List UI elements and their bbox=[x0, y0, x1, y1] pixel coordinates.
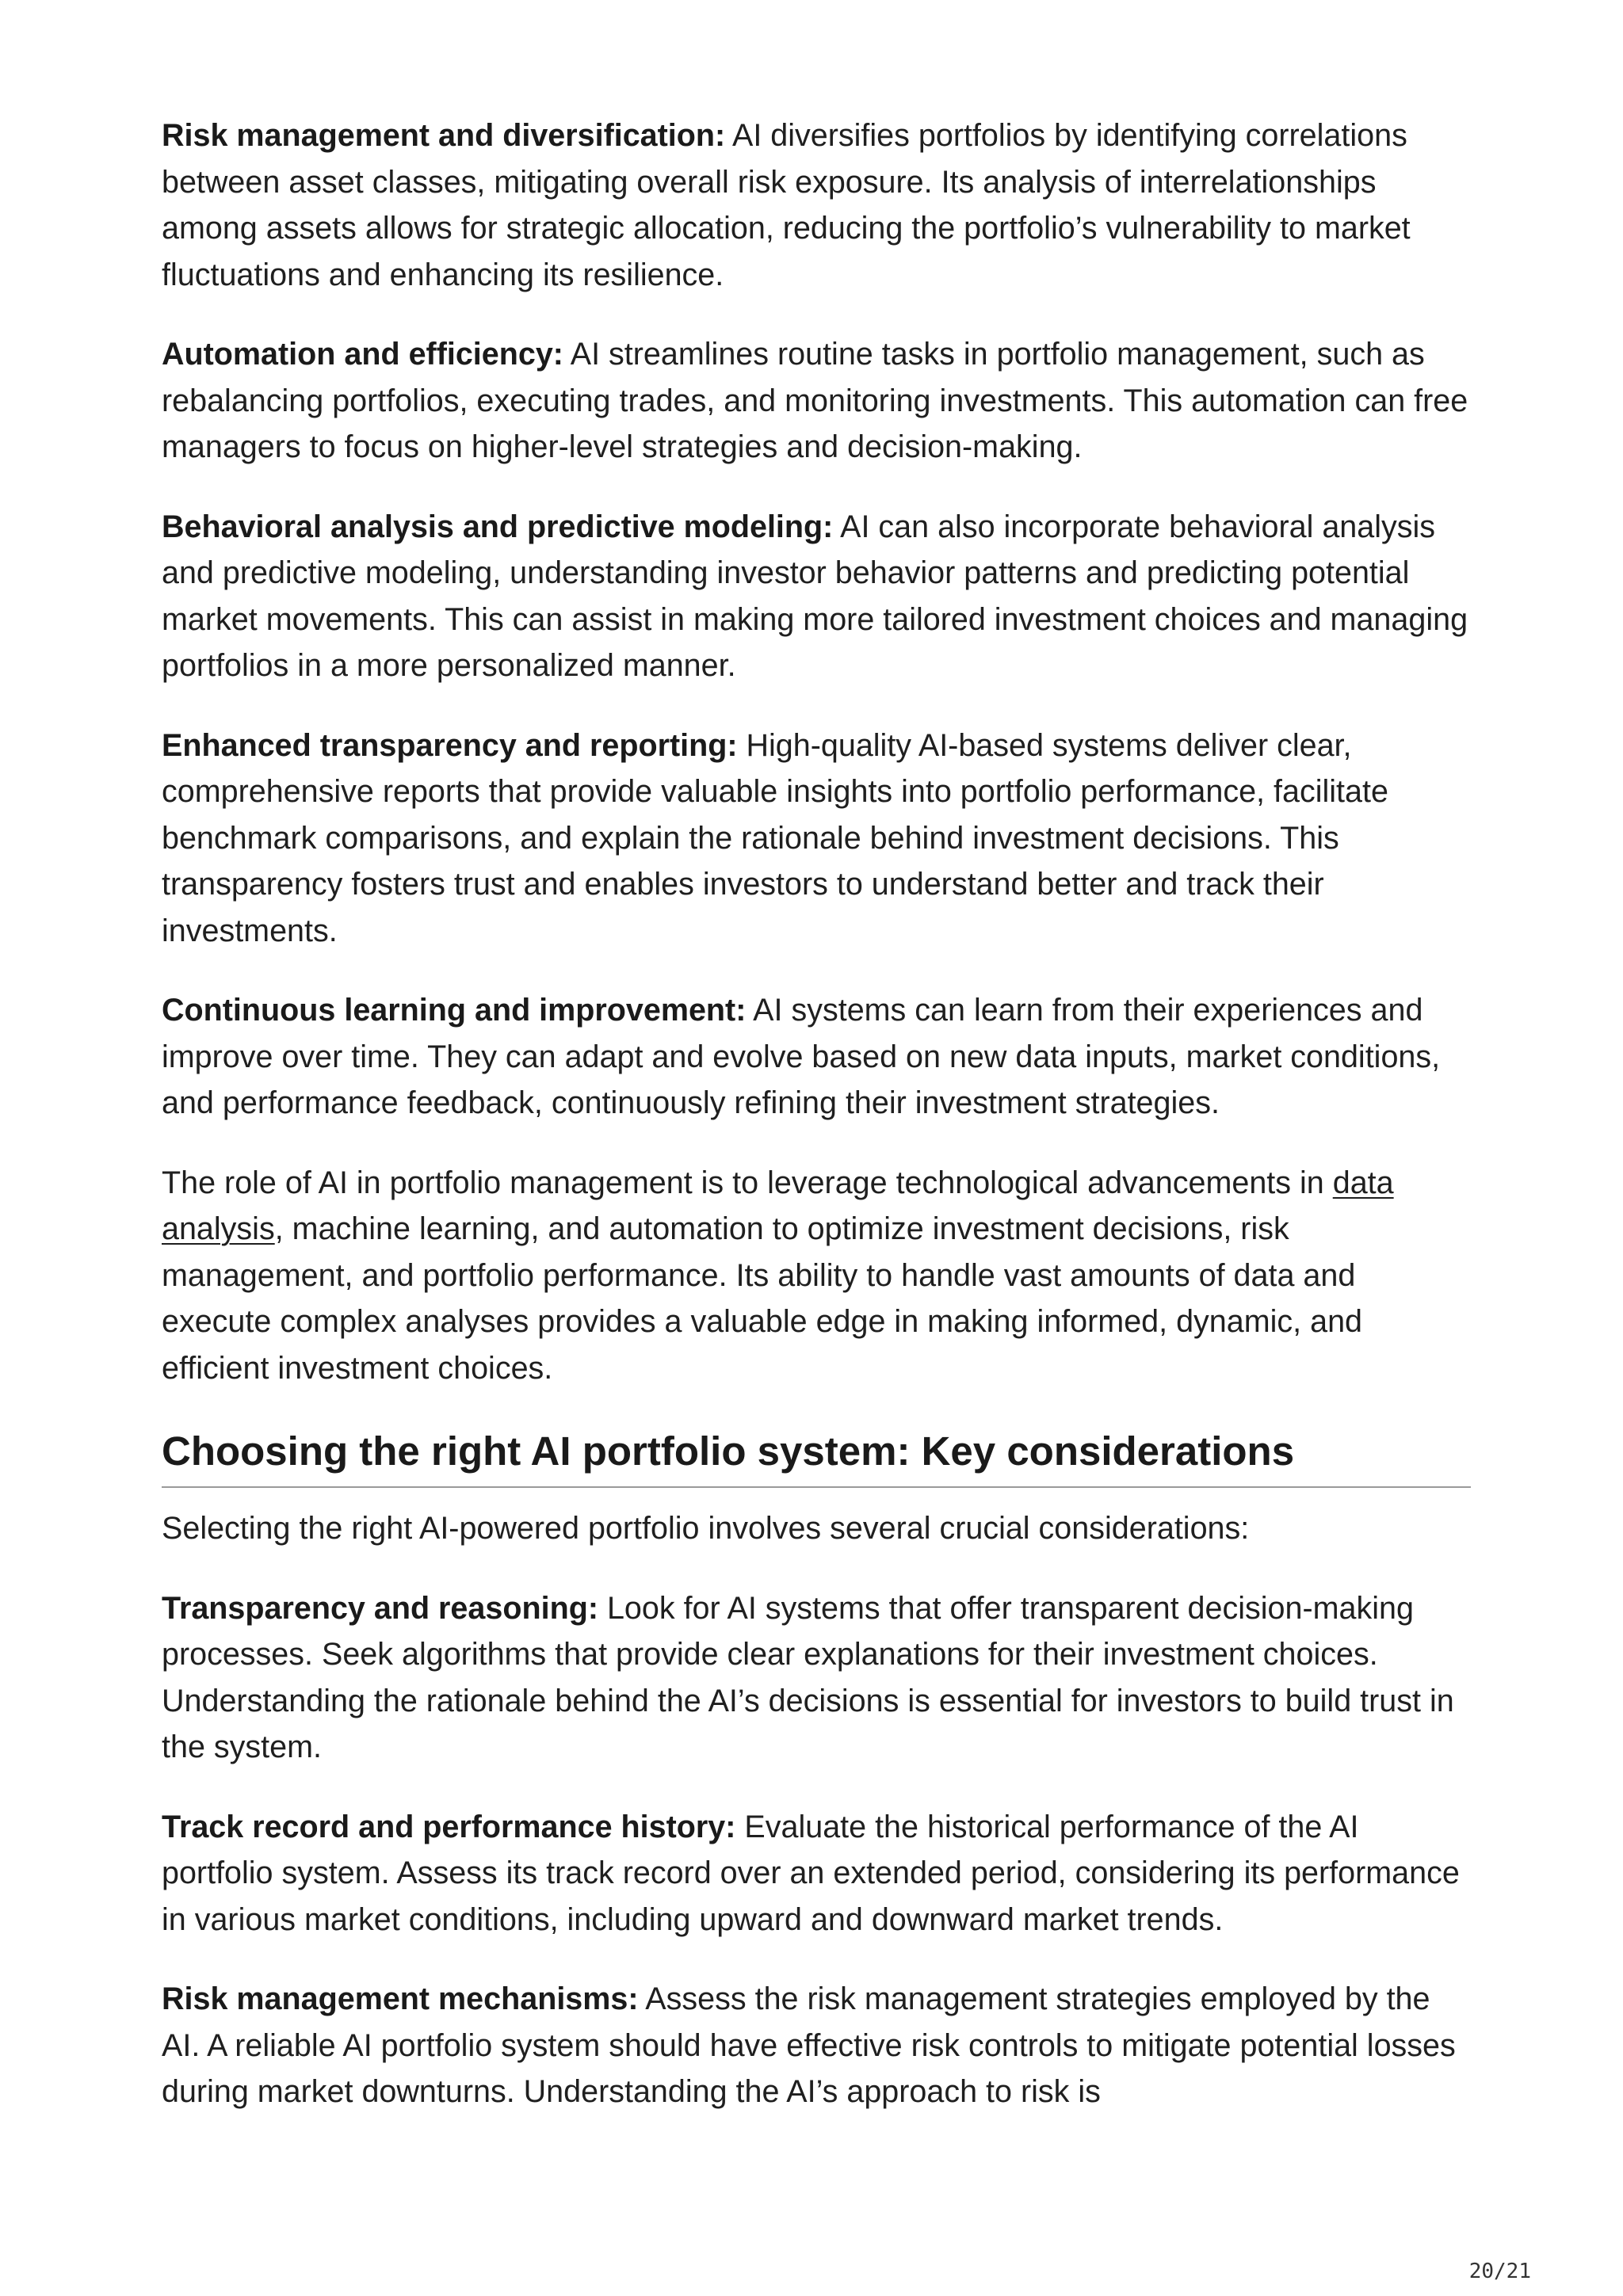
data-analysis-link[interactable]: data analysis bbox=[162, 1165, 1394, 1246]
paragraph-title: Automation and efficiency: bbox=[162, 337, 563, 372]
item-title: Track record and performance history: bbox=[162, 1809, 736, 1844]
summary-text-start: The role of AI in portfolio management is to leverage technological advancements in bbox=[162, 1165, 1333, 1200]
item-transparency-reasoning bbox=[162, 1585, 1471, 1771]
summary-text-end: , machine learning, and automation to optimize investment decisions, risk management, and portfolio performance. Its ability to handle vast amounts of data and execute complex analyses provides a valuable edge in making informed, dynamic, and efficient investment choices. bbox=[162, 1211, 1363, 1386]
paragraph-behavioral-analysis bbox=[162, 504, 1471, 689]
item-text: Look for AI systems that offer transparent decision-making processes. Seek algorithms that provide clear explanations for their investment choices. Understanding the rationale behind the AI’s decisions is essential for investors to build trust in the system. bbox=[162, 1590, 1454, 1764]
paragraph-summary bbox=[162, 1160, 1471, 1392]
item-title: Transparency and reasoning: bbox=[162, 1590, 598, 1626]
paragraph-title: Risk management and diversification: bbox=[162, 118, 726, 153]
paragraph-text: AI streamlines routine tasks in portfolio management, such as rebalancing portfolios, executing trades, and monitoring investments. This automation can free managers to focus on higher-level strategies and decision-making. bbox=[162, 337, 1468, 464]
paragraph-continuous-learning bbox=[162, 987, 1471, 1127]
paragraph-text: AI can also incorporate behavioral analysis and predictive modeling, understanding investor behavior patterns and predicting potential market movements. This can assist in making more tailored investment choices and managing portfolios in a more personalized manner. bbox=[162, 509, 1468, 683]
section-intro: Selecting the right AI-powered portfolio involves several crucial considerations: bbox=[162, 1511, 1250, 1546]
paragraph-title: Continuous learning and improvement: bbox=[162, 993, 747, 1028]
item-risk-mechanisms bbox=[162, 1976, 1471, 2115]
item-title: Risk management mechanisms: bbox=[162, 1981, 639, 2016]
paragraph-automation bbox=[162, 331, 1471, 471]
item-text: Assess the risk management strategies employed by the AI. A reliable AI portfolio system should have effective risk controls to mitigate potential losses during market downturns. Understanding the AI’s approach to risk is bbox=[162, 1981, 1456, 2109]
paragraph-text: AI systems can learn from their experiences and improve over time. They can adapt and evolve based on new data inputs, market conditions, and performance feedback, continuously refining their investment strategies. bbox=[162, 993, 1441, 1120]
paragraph-title: Behavioral analysis and predictive modeling: bbox=[162, 509, 834, 544]
article-body bbox=[162, 113, 1471, 2149]
paragraph-text: High-quality AI-based systems deliver clear, comprehensive reports that provide valuable insights into portfolio performance, facilitate benchmark comparisons, and explain the rationale behind investment decisions. This transparency fosters trust and enables investors to understand better and track their investments. bbox=[162, 727, 1388, 948]
paragraph-title: Enhanced transparency and reporting: bbox=[162, 727, 738, 763]
item-text: Evaluate the historical performance of the AI portfolio system. Assess its track record over an extended period, considering its performance in various market conditions, including upward and downward market trends. bbox=[162, 1809, 1460, 1937]
page-number: 20/21 bbox=[1468, 2260, 1531, 2283]
paragraph-risk-management bbox=[162, 113, 1471, 298]
item-track-record bbox=[162, 1804, 1471, 1943]
paragraph-text: AI diversifies portfolios by identifying correlations between asset classes, mitigating overall risk exposure. Its analysis of interrelationships among assets allows for strategic allocation, reducing the portfolio’s vulnerability to market fluctuations and enhancing its resilience. bbox=[162, 118, 1411, 292]
section-heading: Choosing the right AI portfolio system: Key considerations bbox=[162, 1425, 1471, 1488]
paragraph-transparency-reporting bbox=[162, 723, 1471, 955]
